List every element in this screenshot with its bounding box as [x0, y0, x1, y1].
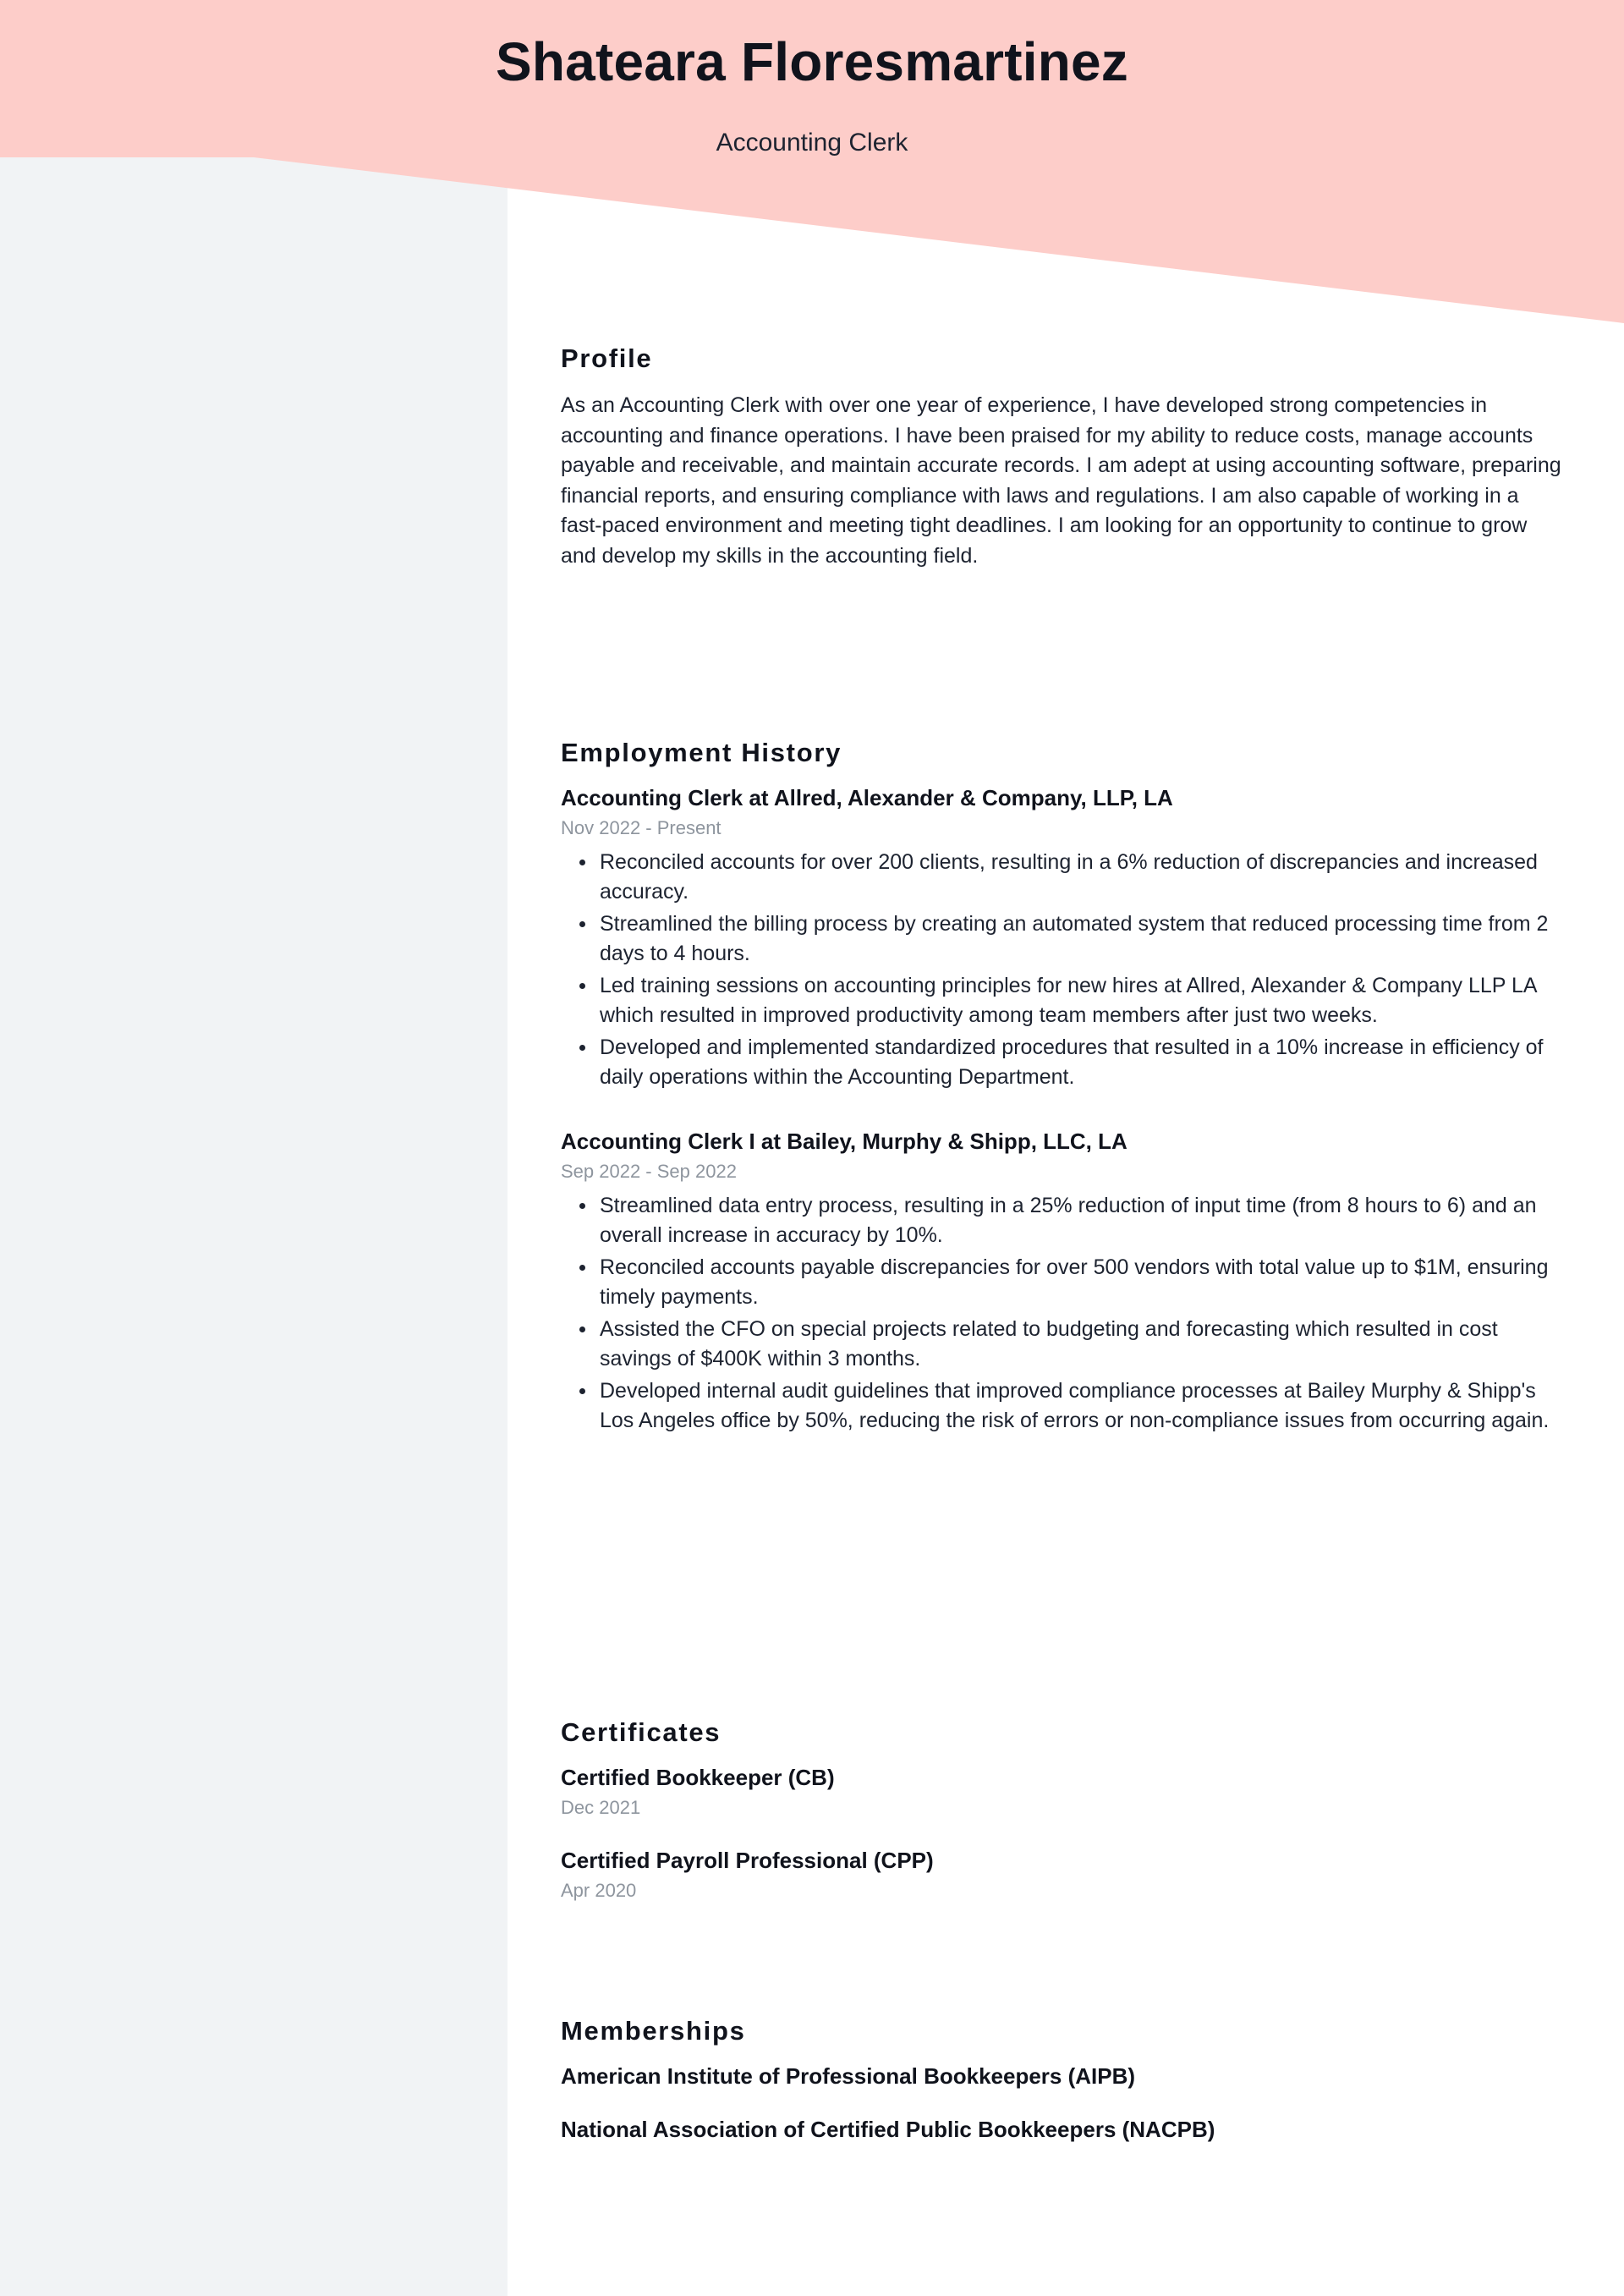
- certificate-date: Apr 2020: [561, 1880, 637, 1902]
- certificate-name: Certified Payroll Professional (CPP): [561, 1848, 934, 1874]
- employment-section: [561, 738, 1563, 1438]
- employment-heading: Employment History: [561, 738, 842, 767]
- candidate-job-title: Accounting Clerk: [716, 129, 908, 157]
- membership-name: American Institute of Professional Bookkeepers (AIPB): [561, 2063, 1136, 2089]
- job-dates: Nov 2022 - Present: [561, 817, 721, 839]
- memberships-heading: Memberships: [561, 2016, 746, 2046]
- job-bullets: [561, 1191, 1563, 1436]
- employment-entry: [561, 785, 1563, 1092]
- job-bullets: [561, 848, 1563, 1092]
- job-bullet: Reconciled accounts for over 200 clients, resulting in a 6% reduction of discrepancies and increased accuracy.: [600, 848, 1563, 907]
- certificate-date: Dec 2021: [561, 1797, 641, 1819]
- job-title: Accounting Clerk at Allred, Alexander & Company, LLP, LA: [561, 785, 1173, 810]
- certificates-section: [561, 1717, 1563, 1902]
- job-bullet: Reconciled accounts payable discrepancies for over 500 vendors with total value up to $1M, ensuring timely payments.: [600, 1253, 1563, 1312]
- job-bullet: Developed internal audit guidelines that improved compliance processes at Bailey Murphy & Shipp's Los Angeles office by 50%, reducing the risk of errors or non-compliance issues from occurring again.: [600, 1376, 1563, 1436]
- profile-section: [561, 343, 1563, 571]
- job-title: Accounting Clerk I at Bailey, Murphy & Shipp, LLC, LA: [561, 1129, 1127, 1155]
- candidate-name: Shateara Floresmartinez: [495, 31, 1128, 92]
- sidebar-background: [0, 0, 508, 2296]
- section-spacer: [561, 1095, 1563, 1129]
- job-bullet: Streamlined data entry process, resulting in a 25% reduction of input time (from 8 hours to 6) and an overall increase in accuracy by 10%.: [600, 1191, 1563, 1250]
- profile-heading: Profile: [561, 343, 653, 373]
- job-bullet: Assisted the CFO on special projects related to budgeting and forecasting which resulted in cost savings of $400K within 3 months.: [600, 1315, 1563, 1374]
- job-bullet: Developed and implemented standardized procedures that resulted in a 10% increase in efficiency of daily operations within the Accounting Department.: [600, 1033, 1563, 1092]
- certificate-entry: [561, 1848, 1563, 1902]
- certificates-heading: Certificates: [561, 1717, 721, 1747]
- job-bullet: Streamlined the billing process by creating an automated system that reduced processing time from 2 days to 4 hours.: [600, 909, 1563, 969]
- certificate-name: Certified Bookkeeper (CB): [561, 1765, 835, 1790]
- job-dates: Sep 2022 - Sep 2022: [561, 1161, 737, 1183]
- certificate-entry: [561, 1765, 1563, 1819]
- memberships-section: [561, 2016, 1563, 2143]
- membership-name: National Association of Certified Public Bookkeepers (NACPB): [561, 2117, 1215, 2143]
- job-bullet: Led training sessions on accounting principles for new hires at Allred, Alexander & Company LLP LA which resulted in improved productivity among team members after just two weeks.: [600, 971, 1563, 1030]
- employment-entry: [561, 1129, 1563, 1436]
- profile-text: As an Accounting Clerk with over one year of experience, I have developed strong competencies in accounting and finance operations. I have been praised for my ability to reduce costs, manage accounts payable and receivable, and maintain accurate records. I am adept at using accounting software, preparing financial reports, and ensuring compliance with laws and regulations. I am also capable of working in a fast-paced environment and meeting tight deadlines. I am looking for an opportunity to continue to grow and develop my skills in the accounting field.: [561, 393, 1561, 568]
